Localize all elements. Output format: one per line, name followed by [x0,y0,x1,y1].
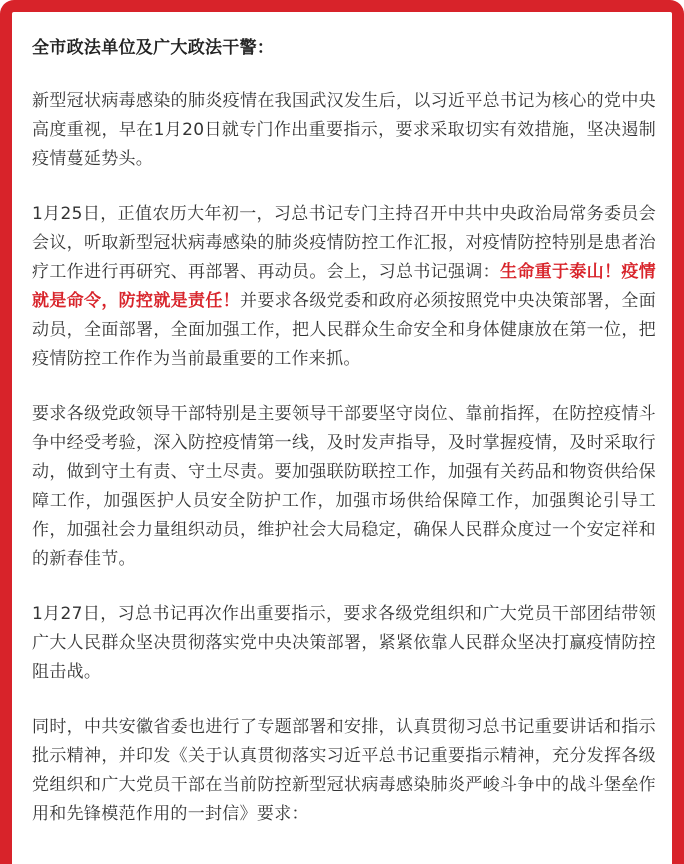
paragraph-2-text-after: 并要求各级党委和政府必须按照党中央决策部署，全面动员，全面部署，全面加强工作，把人民群众生命安全和身体健康放在第一位，把疫情防控工作作为当前最重要的工作来抓。 [32,291,656,369]
paragraph-1-text: 新型冠状病毒感染的肺炎疫情在我国武汉发生后，以习近平总书记为核心的党中央高度重视，早在1月20日就专门作出重要指示，要求采取切实有效措施，坚决遏制疫情蔓延势头。 [32,91,656,169]
paragraph-2 [32,200,656,374]
paragraph-4-text: 1月27日，习总书记再次作出重要指示，要求各级党组织和广大党员干部团结带领广大人民群众坚决贯彻落实党中央决策部署，紧紧依靠人民群众坚决打赢疫情防控阻击战。 [32,604,656,682]
emphasis-quote: 生命重于泰山！疫情就是命令，防控就是责任！ [32,262,656,311]
paragraph-1 [32,87,656,174]
paragraph-5 [32,713,656,829]
paragraph-2-text-before: 1月25日，正值农历大年初一，习总书记专门主持召开中共中央政治局常务委员会会议，听取新型冠状病毒感染的肺炎疫情防控工作汇报，对疫情防控特别是患者治疗工作进行再研究、再部署、再动员。会上，习总书记强调： [32,204,656,282]
paragraph-4 [32,600,656,687]
salutation-heading: 全市政法单位及广大政法干警： [32,38,275,58]
paragraph-5-text: 同时，中共安徽省委也进行了专题部署和安排，认真贯彻习总书记重要讲话和指示批示精神，并印发《关于认真贯彻落实习近平总书记重要指示精神，充分发挥各级党组织和广大党员干部在当前防控新型冠状病毒感染肺炎严峻斗争中的战斗堡垒作用和先锋模范作用的一封信》要求： [32,717,656,824]
paragraph-3-text: 要求各级党政领导干部特别是主要领导干部要坚守岗位、靠前指挥，在防控疫情斗争中经受考验，深入防控疫情第一线，及时发声指导，及时掌握疫情，及时采取行动，做到守土有责、守土尽责。要加强联防联控工作，加强有关药品和物资供给保障工作，加强医护人员安全防护工作，加强市场供给保障工作，加强舆论引导工作，加强社会力量组织动员，维护社会大局稳定，确保人民群众度过一个安定祥和的新春佳节。 [32,404,656,569]
paragraph-3 [32,400,656,574]
article-body [32,34,656,855]
